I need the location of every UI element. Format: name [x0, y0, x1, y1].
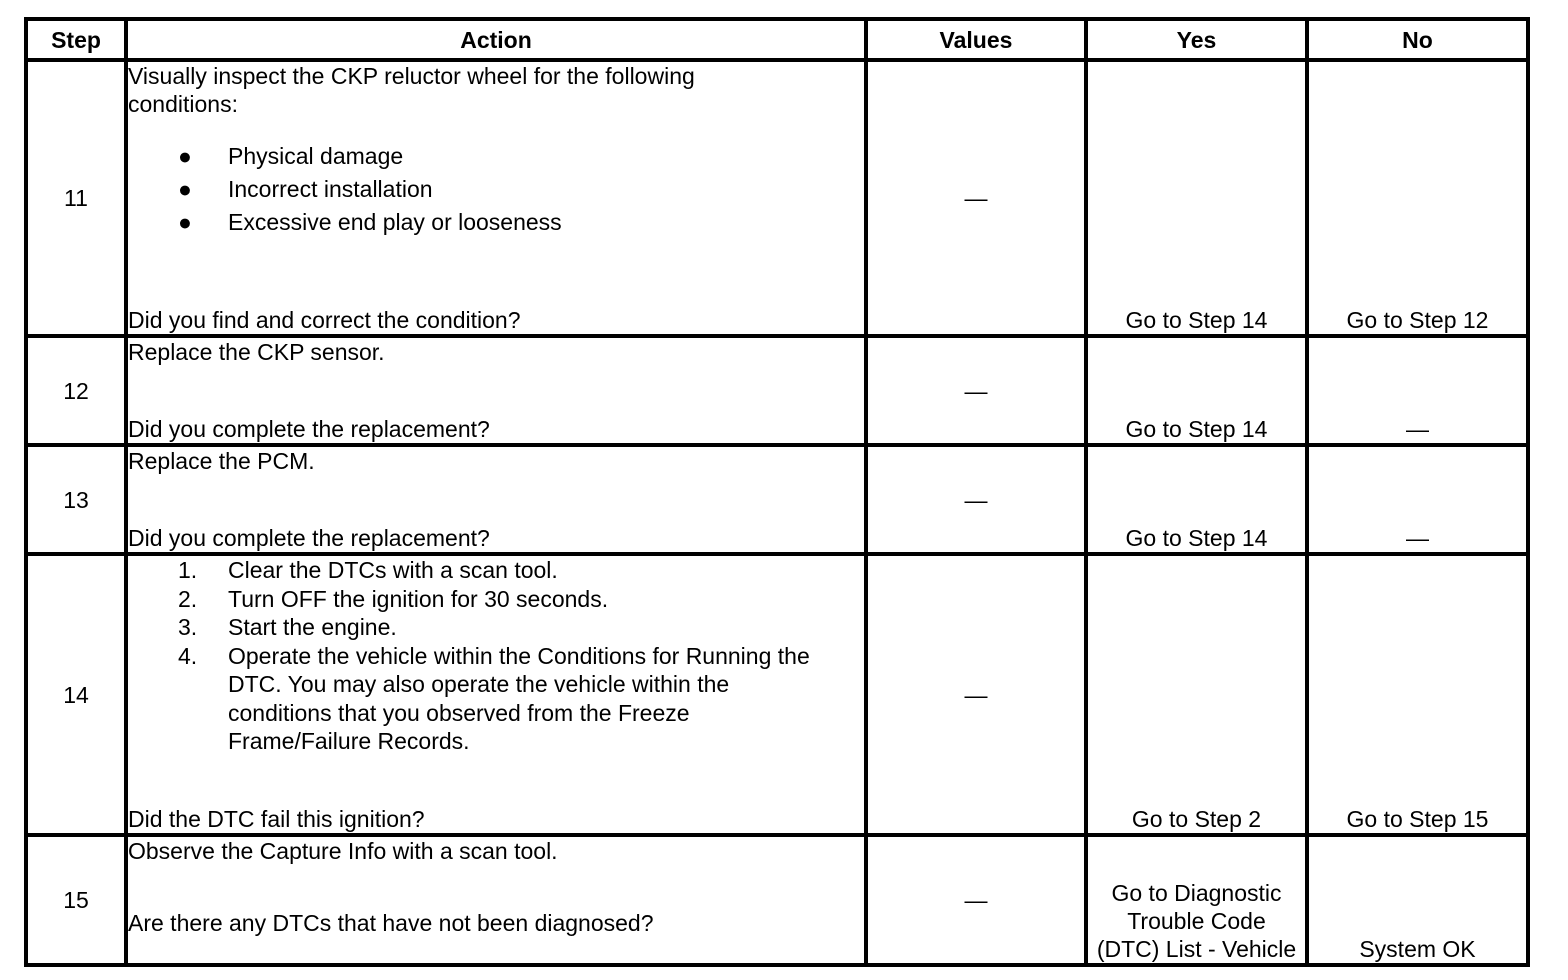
bullet-icon: ● — [178, 143, 192, 169]
values-cell: — — [866, 60, 1086, 336]
action-cell — [126, 336, 866, 445]
step-number: 11 — [26, 60, 126, 336]
list-item: 2. Turn OFF the ignition for 30 seconds. — [178, 585, 609, 612]
procedure-list — [128, 556, 864, 756]
yes-cell: Go to Step 2 — [1086, 554, 1307, 835]
diagnostic-table — [24, 17, 1530, 967]
table-row-step-12 — [26, 336, 1528, 445]
dtc-list-link: Go to Diagnostic Trouble Code (DTC) List - Vehicle — [1096, 880, 1297, 962]
action-question: Did you find and correct the condition? — [128, 307, 521, 333]
table-row-step-11 — [26, 60, 1528, 336]
action-intro: Observe the Capture Info with a scan tool. — [128, 838, 558, 864]
no-cell: — — [1307, 336, 1528, 445]
yes-cell: Go to Step 14 — [1086, 445, 1307, 554]
header-values: Values — [866, 19, 1086, 60]
action-cell — [126, 60, 866, 336]
condition-list — [128, 140, 864, 239]
action-cell — [126, 835, 866, 965]
action-intro: Replace the PCM. — [128, 448, 315, 474]
step-number: 15 — [26, 835, 126, 965]
values-cell: — — [866, 835, 1086, 965]
step-number: 12 — [26, 336, 126, 445]
yes-cell: Go to Step 14 — [1086, 60, 1307, 336]
values-cell: — — [866, 554, 1086, 835]
header-row — [26, 19, 1528, 60]
header-action: Action — [126, 19, 866, 60]
values-cell: — — [866, 445, 1086, 554]
action-question: Are there any DTCs that have not been diagnosed? — [128, 910, 654, 936]
step-number: 14 — [26, 554, 126, 835]
table-row-step-14 — [26, 554, 1528, 835]
no-cell: Go to Step 15 — [1307, 554, 1528, 835]
action-question: Did you complete the replacement? — [128, 416, 490, 442]
no-cell: — — [1307, 445, 1528, 554]
action-cell — [126, 445, 866, 554]
header-no: No — [1307, 19, 1528, 60]
no-cell: Go to Step 12 — [1307, 60, 1528, 336]
bullet-icon: ● — [178, 176, 192, 202]
table-row-step-13 — [26, 445, 1528, 554]
action-cell — [126, 554, 866, 835]
values-cell: — — [866, 336, 1086, 445]
action-intro: Visually inspect the CKP reluctor wheel for the following conditions: — [128, 63, 695, 117]
header-yes: Yes — [1086, 19, 1307, 60]
list-item: ● Excessive end play or looseness — [128, 206, 864, 239]
list-item: ● Physical damage — [128, 140, 864, 173]
action-question: Did the DTC fail this ignition? — [128, 806, 425, 832]
list-item: 3. Start the engine. — [178, 614, 397, 640]
yes-cell — [1086, 835, 1307, 965]
no-cell: System OK — [1307, 835, 1528, 965]
header-step: Step — [26, 19, 126, 60]
list-item: 1. Clear the DTCs with a scan tool. — [178, 557, 558, 583]
yes-cell: Go to Step 14 — [1086, 336, 1307, 445]
step-number: 13 — [26, 445, 126, 554]
action-intro: Replace the CKP sensor. — [128, 339, 385, 365]
action-question: Did you complete the replacement? — [128, 525, 490, 551]
bullet-icon: ● — [178, 209, 192, 235]
table-row-step-15 — [26, 835, 1528, 965]
list-item: ● Incorrect installation — [128, 173, 864, 206]
list-item: 4. Operate the vehicle within the Conditions for Running the DTC. You may also operate the vehicle within the conditions that you observed from the Freeze Frame/Failure Records. — [178, 642, 810, 754]
